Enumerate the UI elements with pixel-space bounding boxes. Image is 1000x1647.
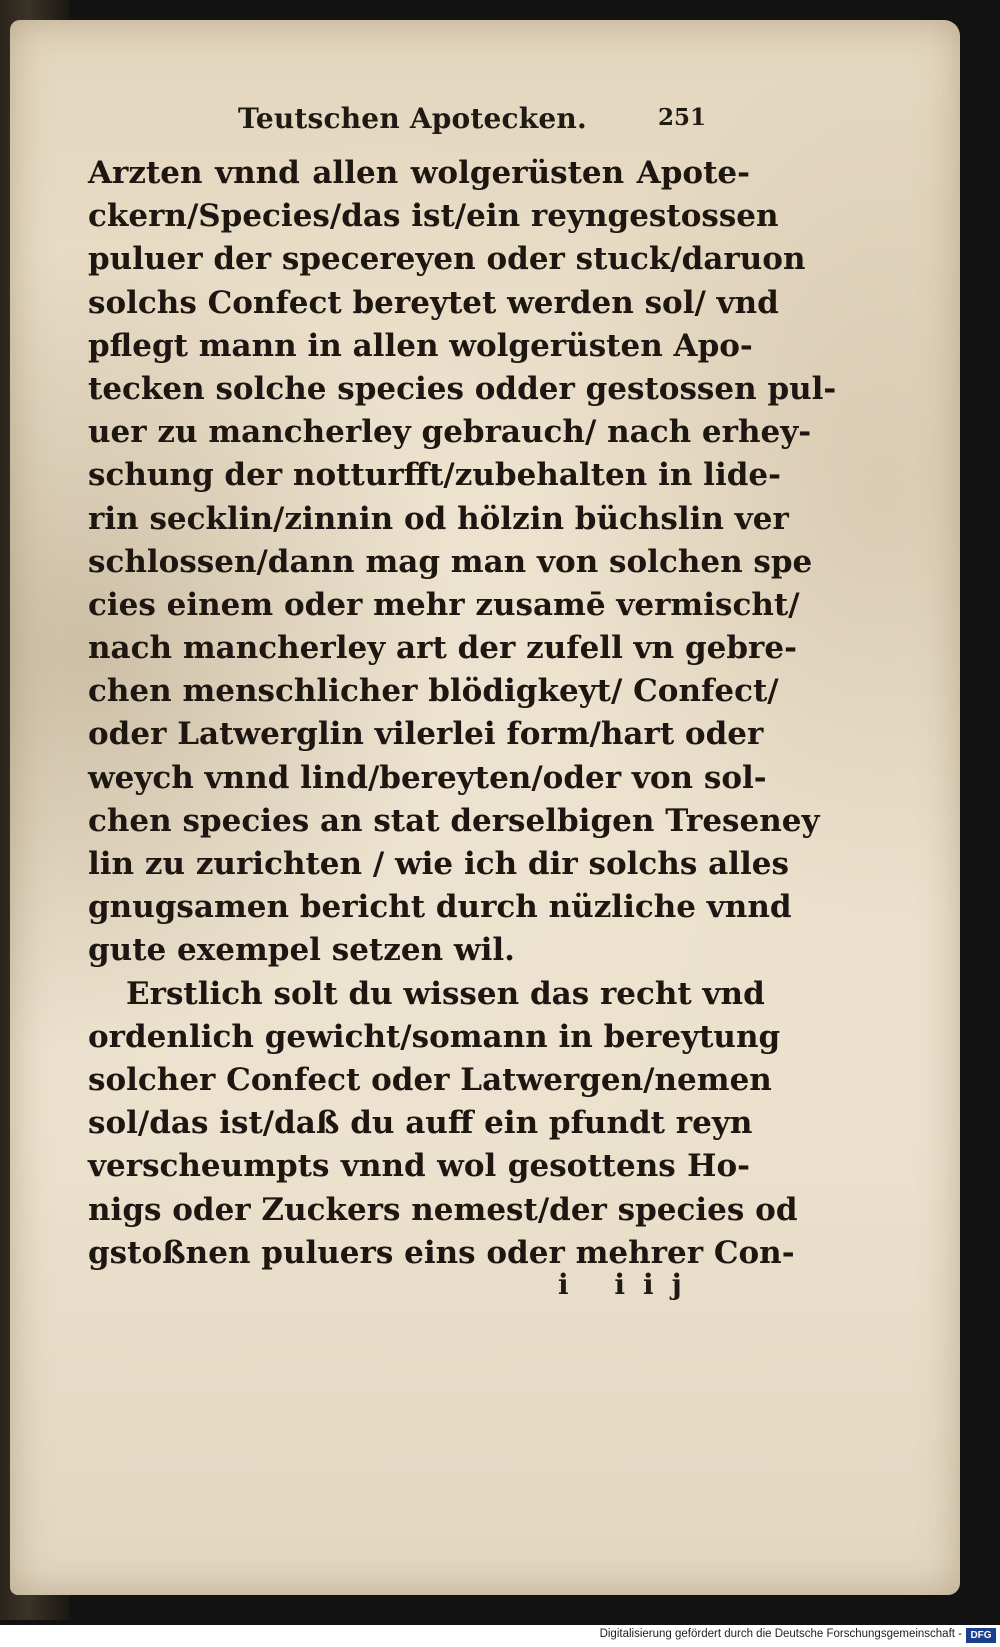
footer-bar [0,1625,1000,1647]
text-line: weych vnnd lind/bereyten/oder von sol- [88,759,767,796]
text-line: rin secklin/zinnin od hölzin büchslin ver [88,500,789,537]
text-line: oder Latwerglin vilerlei form/hart oder [88,716,764,753]
text-line: schlossen/dann mag man von solchen spe [88,543,813,580]
text-line: uer zu mancherley gebrauch/ nach erhey- [88,414,812,451]
dfg-logo-icon: DFG [966,1628,996,1643]
funding-notice: Digitalisierung gefördert durch die Deutsche Forschungsgemeinschaft - [599,1628,962,1640]
text-line: ordenlich gewicht/somann in bereytung [88,1018,781,1055]
text-line: gnugsamen bericht durch nüzliche vnnd [88,889,792,926]
body-text [88,152,837,1275]
text-line: sol/das ist/daß du auff ein pfundt reyn [88,1105,753,1142]
text-line: tecken solche species odder gestossen pul- [88,370,837,407]
text-line: nach mancherley art der zufell vn gebre- [88,630,797,667]
text-line: cies einem oder mehr zusamē vermischt/ [88,586,800,623]
book-page [10,20,960,1595]
text-line: puluer der specereyen oder stuck/daruon [88,241,806,278]
text-line: chen menschlicher blödigkeyt/ Confect/ [88,673,779,710]
text-line: solcher Confect oder Latwergen/nemen [88,1061,772,1098]
text-line: pflegt mann in allen wolgerüsten Apo- [88,327,753,364]
signature-mark: i iij [558,1268,700,1301]
text-line: Arzten vnnd allen wolgerüsten Apote- [88,155,750,191]
running-head [10,102,960,142]
text-line: chen species an stat derselbigen Treseney [88,802,820,839]
text-line: schung der notturfft/zubehalten in lide- [88,457,781,494]
text-line: solchs Confect bereytet werden sol/ vnd [88,284,779,321]
text-line: nigs oder Zuckers nemest/der species od [88,1191,798,1228]
text-line: gute exempel setzen wil. [88,932,515,969]
page-number: 251 [658,104,707,131]
text-line: ckern/Species/das ist/ein reyngestossen [88,198,779,235]
running-title: Teutschen Apotecken. [238,102,587,135]
text-line: gstoßnen puluers eins oder mehrer Con- [88,1234,795,1271]
text-line: verscheumpts vnnd wol gesottens Ho- [88,1148,750,1185]
text-line: lin zu zurichten / wie ich dir solchs alles [88,846,789,882]
text-line: Erstlich solt du wissen das recht vnd [126,975,765,1012]
